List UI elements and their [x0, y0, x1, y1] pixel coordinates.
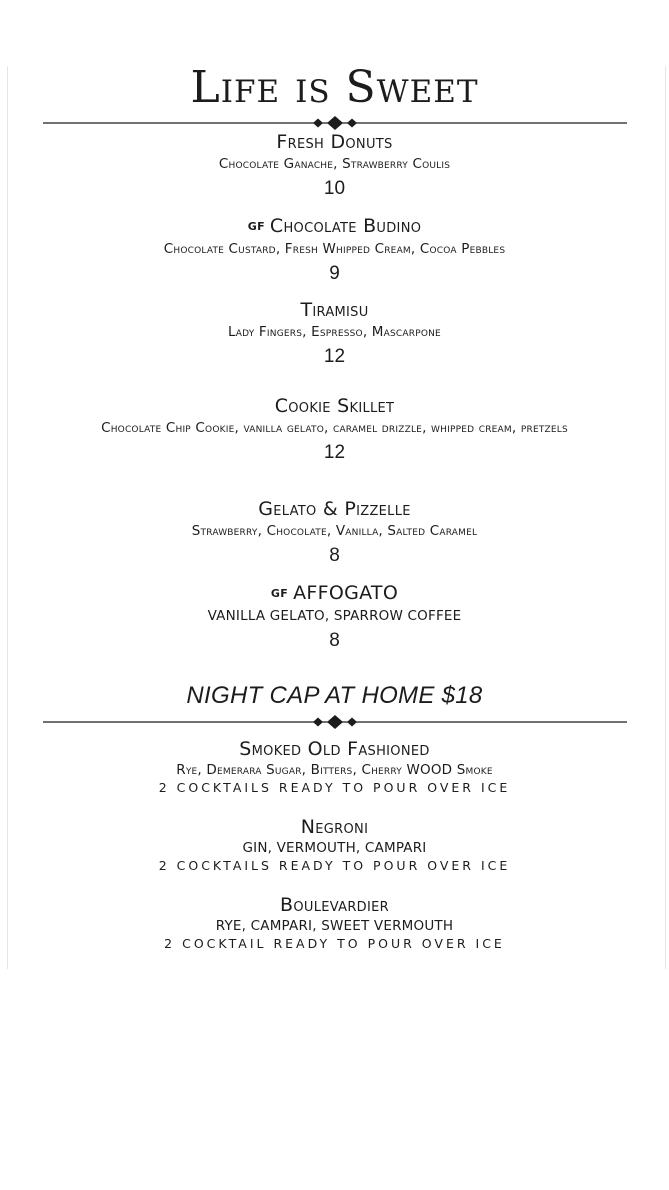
item-name-row [0, 581, 669, 606]
item-price: 8 [329, 630, 340, 651]
ornament-divider [43, 116, 627, 130]
item-description: Rye, Demerara Sugar, Bitters, Cherry WOOD Smoke [176, 762, 493, 778]
item-name: Negroni [300, 816, 369, 838]
item-price: 10 [323, 178, 346, 199]
menu-title: Life is Sweet [190, 62, 479, 113]
item-description: Strawberry, Chocolate, Vanilla, Salted Caramel [191, 523, 478, 539]
item-name: Smoked Old Fashioned [239, 738, 430, 760]
section-title: NIGHT CAP AT HOME $18 [186, 682, 483, 709]
menu-item [0, 394, 669, 466]
menu-item [0, 214, 669, 287]
cocktail-item [0, 815, 669, 875]
item-note: 2 COCKTAILS READY TO POUR OVER ICE [158, 780, 511, 795]
item-name-row [0, 214, 669, 239]
item-description: Chocolate Ganache, Strawberry Coulis [218, 156, 451, 172]
menu-item [0, 130, 669, 202]
ornament-divider [43, 715, 627, 729]
menu-item [0, 497, 669, 569]
item-name: Tiramisu [300, 299, 369, 321]
gluten-free-badge: GF [247, 220, 265, 233]
item-name: Cookie Skillet [274, 395, 395, 417]
item-name: Chocolate Budino [269, 215, 422, 237]
item-price: 12 [323, 442, 346, 463]
item-description: GIN, VERMOUTH, CAMPARI [242, 840, 427, 856]
item-description: Lady Fingers, Espresso, Mascarpone [228, 324, 441, 340]
item-price: 12 [323, 346, 346, 367]
item-name: Fresh Donuts [276, 131, 393, 153]
item-description: Chocolate Custard, Fresh Whipped Cream, Cocoa Pebbles [163, 241, 506, 257]
menu-item [0, 581, 669, 654]
item-description: VANILLA GELATO, SPARROW COFFEE [207, 608, 462, 624]
item-name: AFFOGATO [293, 582, 399, 604]
item-name: Boulevardier [280, 894, 389, 916]
item-note: 2 COCKTAILS READY TO POUR OVER ICE [158, 858, 511, 873]
item-note: 2 COCKTAIL READY TO POUR OVER ICE [164, 936, 505, 951]
cocktail-item [0, 737, 669, 797]
item-name: Gelato & Pizzelle [258, 498, 411, 520]
item-description: RYE, CAMPARI, SWEET VERMOUTH [215, 918, 454, 934]
item-description: Chocolate Chip Cookie, vanilla gelato, caramel drizzle, whipped cream, pretzels [101, 420, 568, 436]
menu-item [0, 298, 669, 370]
cocktail-item [0, 893, 669, 953]
item-price: 9 [329, 263, 340, 284]
gluten-free-badge: GF [270, 587, 289, 600]
item-price: 8 [329, 545, 340, 566]
